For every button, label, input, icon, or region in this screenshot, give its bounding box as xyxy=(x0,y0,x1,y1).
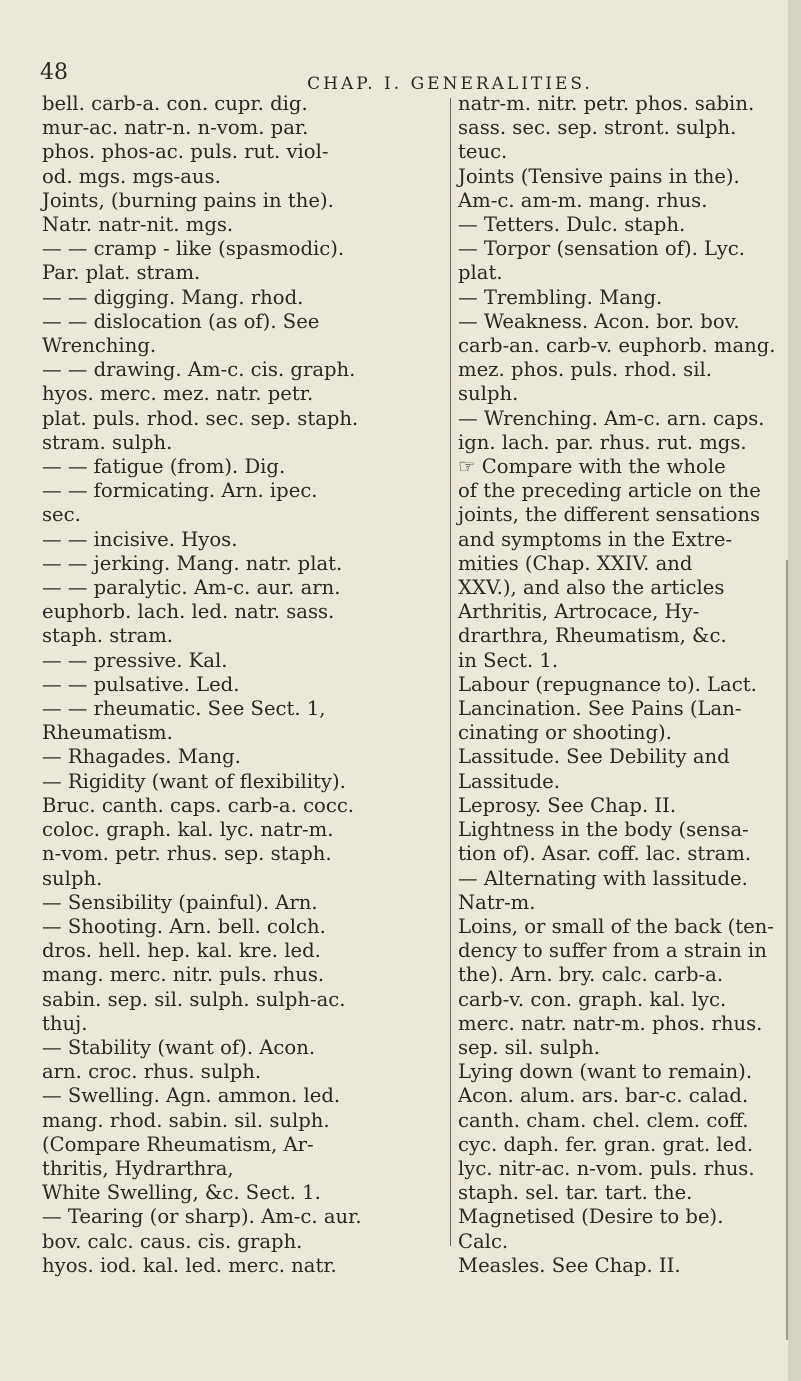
text-line: Joints, (burning pains in the). xyxy=(42,188,334,212)
text-line: — Alternating with lassitude. xyxy=(458,866,748,890)
text-line: — — cramp - like (spasmodic). xyxy=(42,237,345,261)
text-line: thritis, Hydrarthra, xyxy=(42,1156,234,1180)
text-line: lyc. nitr-ac. n-vom. puls. rhus. xyxy=(458,1156,755,1180)
text-line: Rheumatism. xyxy=(42,721,173,745)
text-line: Wrenching. xyxy=(42,334,157,358)
text-line: od. mgs. mgs-aus. xyxy=(42,164,221,188)
text-line: mang. merc. nitr. puls. rhus. xyxy=(42,963,325,987)
page-edge xyxy=(788,0,801,1381)
text-line: — — paralytic. Am-c. aur. arn. xyxy=(42,576,341,600)
text-line: n-vom. petr. rhus. sep. staph. xyxy=(42,842,332,866)
text-line: staph. sel. tar. tart. the. xyxy=(458,1181,693,1205)
text-line: sulph. xyxy=(458,382,519,406)
text-line: euphorb. lach. led. natr. sass. xyxy=(42,600,335,624)
text-line: Bruc. canth. caps. carb-a. cocc. xyxy=(42,793,355,817)
text-line: XXV.), and also the articles xyxy=(458,576,725,600)
text-line: Acon. alum. ars. bar-c. calad. xyxy=(458,1084,749,1108)
left-column xyxy=(42,92,436,1278)
text-line: — — dislocation (as of). See xyxy=(42,309,320,333)
text-line: Natr-m. xyxy=(458,890,536,914)
text-line: cyc. daph. fer. gran. grat. led. xyxy=(458,1132,754,1156)
text-line: Magnetised (Desire to be). xyxy=(458,1205,724,1229)
text-line: ign. lach. par. rhus. rut. mgs. xyxy=(458,430,747,454)
text-line: — Weakness. Acon. bor. bov. xyxy=(458,309,740,333)
text-line: — — rheumatic. See Sect. 1, xyxy=(42,697,326,721)
text-line: arn. croc. rhus. sulph. xyxy=(42,1060,262,1084)
text-line: mur-ac. natr-n. n-vom. par. xyxy=(42,116,309,140)
text-line: — Swelling. Agn. ammon. led. xyxy=(42,1084,341,1108)
text-line: mang. rhod. sabin. sil. sulph. xyxy=(42,1108,330,1132)
text-line: Lassitude. xyxy=(458,769,560,793)
column-divider xyxy=(450,98,451,1246)
text-line: in Sect. 1. xyxy=(458,648,559,672)
text-line: mities (Chap. XXIV. and xyxy=(458,551,693,575)
text-line: — — digging. Mang. rhod. xyxy=(42,285,304,309)
text-line: — Shooting. Arn. bell. colch. xyxy=(42,914,326,938)
text-line: plat. puls. rhod. sec. sep. staph. xyxy=(42,406,359,430)
text-line: teuc. xyxy=(458,140,508,164)
text-line: sulph. xyxy=(42,866,103,890)
text-line: natr-m. nitr. petr. phos. sabin. xyxy=(458,92,755,115)
text-line: — Stability (want of). Acon. xyxy=(42,1035,316,1059)
page-edge-shadow xyxy=(786,560,788,1340)
text-line: cinating or shooting). xyxy=(458,721,672,745)
running-head: CHAP. I. GENERALITIES. xyxy=(307,74,593,94)
text-line: dros. hell. hep. kal. kre. led. xyxy=(42,939,321,963)
text-line: — — pulsative. Led. xyxy=(42,672,240,696)
text-line: hyos. merc. mez. natr. petr. xyxy=(42,382,314,406)
text-line: stram. sulph. xyxy=(42,430,173,454)
right-column xyxy=(458,92,798,1278)
text-line: Measles. See Chap. II. xyxy=(458,1253,681,1277)
text-line: — — jerking. Mang. natr. plat. xyxy=(42,551,343,575)
text-line: carb-an. carb-v. euphorb. mang. xyxy=(458,334,776,358)
text-line: — Rigidity (want of flexibility). xyxy=(42,769,346,793)
text-line: thuj. xyxy=(42,1011,88,1035)
text-line: sass. sec. sep. stront. sulph. xyxy=(458,116,737,140)
text-line: merc. natr. natr-m. phos. rhus. xyxy=(458,1011,763,1035)
text-line: phos. phos-ac. puls. rut. viol- xyxy=(42,140,329,164)
text-line: joints, the different sensations xyxy=(458,503,761,527)
text-line: — — formicating. Arn. ipec. xyxy=(42,479,318,503)
text-line: drarthra, Rheumatism, &c. xyxy=(458,624,727,648)
text-line: — Rhagades. Mang. xyxy=(42,745,241,769)
text-line: plat. xyxy=(458,261,503,285)
text-line: — Sensibility (painful). Arn. xyxy=(42,890,318,914)
text-line: Par. plat. stram. xyxy=(42,261,201,285)
text-line: carb-v. con. graph. kal. lyc. xyxy=(458,987,727,1011)
text-line: dency to suffer from a strain in xyxy=(458,939,767,963)
text-line: — Tetters. Dulc. staph. xyxy=(458,213,686,237)
text-line: sec. xyxy=(42,503,81,527)
text-line: — Torpor (sensation of). Lyc. xyxy=(458,237,745,261)
text-line: Loins, or small of the back (ten- xyxy=(458,914,774,938)
text-line: mez. phos. puls. rhod. sil. xyxy=(458,358,712,382)
page-number: 48 xyxy=(40,60,68,85)
text-line: (Compare Rheumatism, Ar- xyxy=(42,1132,314,1156)
text-line: coloc. graph. kal. lyc. natr-m. xyxy=(42,818,334,842)
text-line: and symptoms in the Extre- xyxy=(458,527,733,551)
text-line: sep. sil. sulph. xyxy=(458,1035,601,1059)
text-line: Natr. natr-nit. mgs. xyxy=(42,213,234,237)
text-line: Lying down (want to remain). xyxy=(458,1060,753,1084)
text-line: sabin. sep. sil. sulph. sulph-ac. xyxy=(42,987,346,1011)
text-line: Joints (Tensive pains in the). xyxy=(458,164,740,188)
text-line: canth. cham. chel. clem. coff. xyxy=(458,1108,749,1132)
text-line: — — fatigue (from). Dig. xyxy=(42,455,286,479)
text-line: Leprosy. See Chap. II. xyxy=(458,793,677,817)
text-line: bell. carb-a. con. cupr. dig. xyxy=(42,92,308,115)
text-line: bov. calc. caus. cis. graph. xyxy=(42,1229,303,1253)
text-line: hyos. iod. kal. led. merc. natr. xyxy=(42,1253,337,1277)
text-line: Labour (repugnance to). Lact. xyxy=(458,672,757,696)
text-line: — Trembling. Mang. xyxy=(458,285,663,309)
text-line: Lightness in the body (sensa- xyxy=(458,818,749,842)
text-line: tion of). Asar. coff. lac. stram. xyxy=(458,842,752,866)
text-line: staph. stram. xyxy=(42,624,174,648)
text-line: Am-c. am-m. mang. rhus. xyxy=(458,188,708,212)
text-line: Lassitude. See Debility and xyxy=(458,745,730,769)
text-line: Calc. xyxy=(458,1229,509,1253)
text-line: ☞ Compare with the whole xyxy=(458,455,726,479)
text-line: — — pressive. Kal. xyxy=(42,648,228,672)
text-line: the). Arn. bry. calc. carb-a. xyxy=(458,963,724,987)
text-line: — Wrenching. Am-c. arn. caps. xyxy=(458,406,765,430)
text-line: Arthritis, Artrocace, Hy- xyxy=(458,600,700,624)
text-line: White Swelling, &c. Sect. 1. xyxy=(42,1181,321,1205)
text-line: — Tearing (or sharp). Am-c. aur. xyxy=(42,1205,362,1229)
text-line: — — incisive. Hyos. xyxy=(42,527,238,551)
text-line: of the preceding article on the xyxy=(458,479,761,503)
text-line: Lancination. See Pains (Lan- xyxy=(458,697,742,721)
text-line: — — drawing. Am-c. cis. graph. xyxy=(42,358,356,382)
